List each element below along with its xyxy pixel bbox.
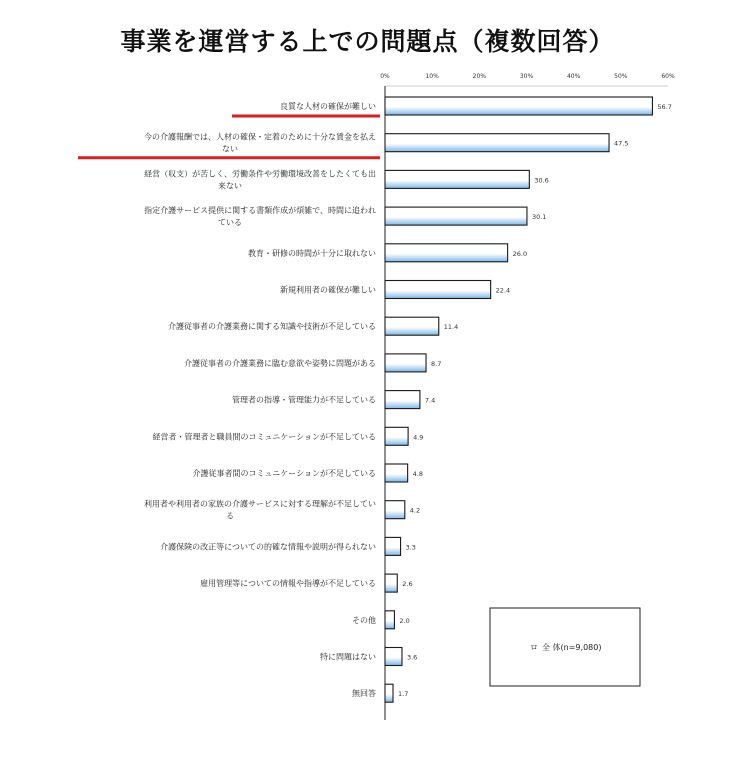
data-label: 22.4 — [495, 286, 511, 295]
category-label: 新規利用者の確保が難しい — [280, 285, 376, 295]
data-label: 2.0 — [399, 616, 410, 625]
category-label-cont: ない — [222, 144, 238, 154]
category-label: 指定介護サービス提供に関する書類作成が煩雑で、時間に追われ — [144, 206, 376, 216]
chart-title: 事業を運営する上での問題点（複数回答） — [120, 27, 615, 56]
bar — [385, 611, 394, 629]
data-label: 7.4 — [424, 396, 436, 405]
bar — [385, 281, 491, 299]
category-label: 管理者の指導・管理能力が不足している — [232, 395, 376, 405]
bar — [385, 317, 439, 335]
bar — [385, 427, 408, 445]
bar — [385, 207, 527, 225]
category-label: 良質な人材の確保が難しい — [280, 102, 376, 111]
category-label: 今の介護報酬では、人材の確保・定着のために十分な賃金を払え — [144, 132, 376, 142]
bar — [385, 464, 408, 482]
data-label: 3.3 — [405, 543, 416, 552]
bar — [385, 97, 652, 115]
bar — [385, 501, 405, 519]
data-label: 8.7 — [431, 359, 442, 368]
bar — [385, 354, 426, 372]
data-label: 26.0 — [512, 249, 528, 258]
data-label: 4.2 — [409, 506, 421, 515]
category-label: 経営者・管理者と職員間のコミュニケーションが不足している — [152, 432, 376, 442]
bar — [385, 537, 401, 555]
bar — [385, 170, 529, 188]
x-tick-label: 0% — [380, 73, 390, 80]
bar — [385, 244, 508, 262]
category-label: 利用者や利用者の家族の介護サービスに対する理解が不足してい — [144, 499, 376, 509]
data-label: 30.6 — [534, 176, 549, 185]
category-label: 教育・研修の時間が十分に取れない — [248, 248, 376, 258]
data-label: 4.9 — [413, 433, 424, 442]
data-label: 11.4 — [443, 323, 459, 332]
category-label-cont: ている — [218, 218, 242, 228]
bar — [385, 684, 393, 702]
x-tick-label: 30% — [519, 73, 534, 80]
data-label: 47.5 — [614, 139, 629, 148]
x-tick-label: 20% — [472, 73, 487, 80]
bar — [385, 391, 420, 409]
data-label: 4.8 — [412, 470, 423, 478]
legend-label: 全 体(n=9,080) — [542, 643, 602, 652]
category-label: その他 — [352, 615, 376, 625]
category-label: 雇用管理等についての情報や指導が不足している — [200, 579, 376, 589]
data-label: 1.7 — [398, 690, 409, 699]
data-label: 2.6 — [402, 580, 413, 589]
x-tick-label: 60% — [661, 73, 675, 80]
bar — [385, 134, 609, 152]
x-tick-label: 40% — [566, 73, 581, 80]
category-label: 経営（収支）が苦しく、労働条件や労働環境改善をしたくても出 — [144, 169, 376, 179]
category-label-cont: 来ない — [218, 181, 242, 191]
bar — [385, 574, 397, 592]
category-label: 特に問題はない — [320, 652, 376, 662]
data-label: 3.6 — [406, 653, 418, 662]
category-label: 介護従事者の介護業務に臨む意欲や姿勢に問題がある — [184, 358, 376, 368]
category-label: 介護従事者間のコミュニケーションが不足している — [192, 469, 376, 478]
category-label: 無回答 — [352, 689, 376, 699]
category-label-cont: る — [226, 511, 234, 521]
category-label: 介護従事者の介護業務に関する知識や技術が不足している — [168, 322, 376, 332]
data-label: 30.1 — [531, 213, 547, 222]
category-label: 介護保険の改正等についての的確な情報や説明が得られない — [160, 542, 376, 552]
bar — [385, 648, 402, 666]
data-label: 56.7 — [657, 103, 672, 111]
x-tick-label: 10% — [425, 73, 439, 80]
legend-marker: ロ — [530, 643, 538, 652]
x-tick-label: 50% — [614, 73, 628, 80]
